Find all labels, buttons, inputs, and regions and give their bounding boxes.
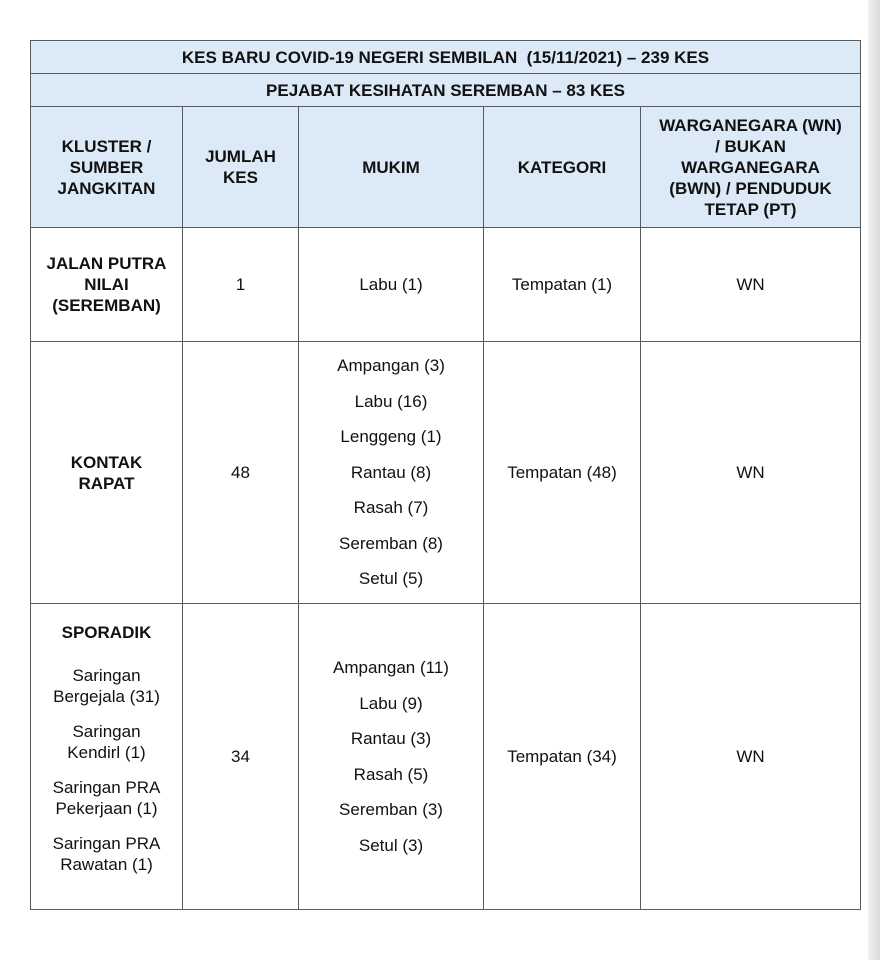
jumlah-cell: 48	[183, 342, 299, 604]
covid-cases-table	[30, 40, 861, 910]
kluster-sub-item: Saringan Bergejala (31)	[53, 666, 160, 706]
mukim-item: Setul (3)	[358, 835, 424, 855]
mukim-item: Labu (9)	[359, 693, 423, 713]
mukim-item: Rantau (3)	[350, 729, 432, 748]
header-kluster: KLUSTER / SUMBER JANGKITAN	[31, 107, 183, 228]
mukim-item: Labu (16)	[354, 391, 428, 411]
mukim-item: Ampangan (3)	[337, 356, 445, 376]
warga-cell: WN	[641, 604, 861, 910]
mukim-item: Ampangan (11)	[333, 658, 449, 677]
mukim-item: Seremban (8)	[339, 533, 443, 553]
table-row	[31, 342, 861, 604]
header-warga: WARGANEGARA (WN) / BUKAN WARGANEGARA (BWN) / PENDUDUK TETAP (PT)	[641, 107, 861, 228]
kategori-cell: Tempatan (34)	[484, 604, 641, 910]
mukim-item: Lenggeng (1)	[340, 427, 442, 447]
mukim-item: Seremban (3)	[339, 800, 443, 819]
mukim-item: Rasah (7)	[353, 498, 429, 518]
kluster-sub-item: Saringan PRA Pekerjaan (1)	[52, 778, 161, 818]
jumlah-cell: 1	[183, 228, 299, 342]
kluster-sub-item: Saringan Kendirl (1)	[67, 722, 146, 762]
table-row	[31, 228, 861, 342]
header-jumlah: JUMLAH KES	[183, 107, 299, 228]
kluster-cell: KONTAK RAPAT	[31, 342, 183, 604]
mukim-item: Rasah (5)	[353, 764, 429, 784]
warga-cell: WN	[641, 228, 861, 342]
kluster-sub-item: Saringan PRA Rawatan (1)	[52, 834, 161, 874]
header-kategori: KATEGORI	[484, 107, 641, 228]
header-mukim: MUKIM	[299, 107, 484, 228]
kluster-label: SPORADIK	[61, 623, 152, 642]
mukim-item: Rantau (8)	[350, 462, 432, 482]
table-title-row	[31, 41, 861, 74]
mukim-item: Setul (5)	[358, 569, 424, 589]
table-subtitle-row	[31, 74, 861, 107]
page-edge-shadow	[868, 0, 880, 960]
table-subtitle: PEJABAT KESIHATAN SEREMBAN – 83 KES	[31, 74, 861, 107]
mukim-cell: Labu (1)	[299, 228, 484, 342]
mukim-cell	[299, 342, 484, 604]
kategori-cell: Tempatan (48)	[484, 342, 641, 604]
table-row	[31, 604, 861, 910]
table-title: KES BARU COVID-19 NEGERI SEMBILAN (15/11/2021) – 239 KES	[31, 41, 861, 74]
kluster-cell	[31, 604, 183, 910]
column-header-row	[31, 107, 861, 228]
kategori-cell: Tempatan (1)	[484, 228, 641, 342]
jumlah-cell: 34	[183, 604, 299, 910]
warga-cell: WN	[641, 342, 861, 604]
mukim-cell	[299, 604, 484, 910]
kluster-cell: JALAN PUTRA NILAI (SEREMBAN)	[31, 228, 183, 342]
